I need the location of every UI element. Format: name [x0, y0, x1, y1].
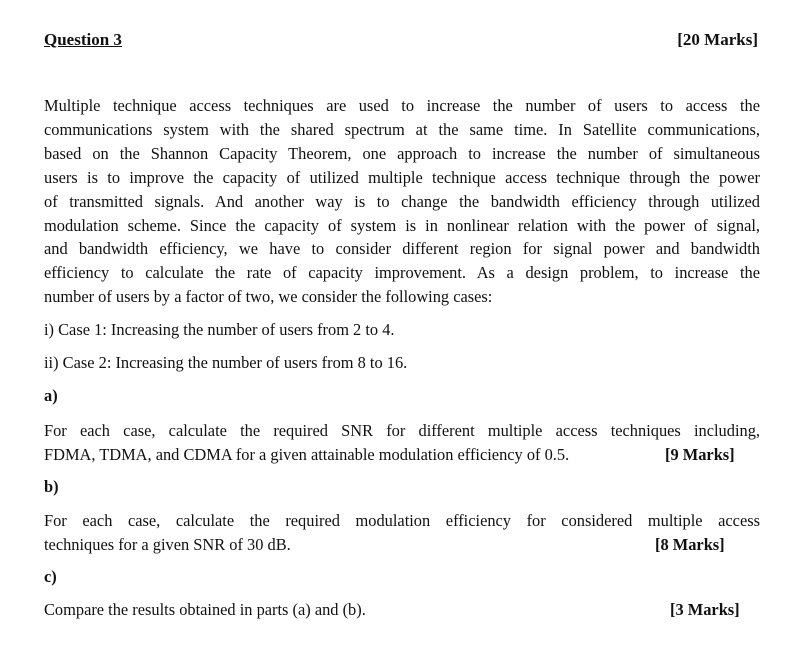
part-b-text	[44, 509, 760, 557]
part-c-label: c)	[44, 567, 57, 586]
intro-paragraph	[44, 94, 760, 309]
part-c-line-row	[44, 598, 760, 622]
part-b-line: For each case, calculate the required modulation efficiency for considered multiple access	[44, 511, 760, 530]
case-1: i) Case 1: Increasing the number of users from 2 to 4.	[44, 320, 395, 339]
part-a-line-row	[44, 443, 760, 467]
part-b-line: techniques for a given SNR of 30 dB.	[44, 535, 291, 554]
intro-line: efficiency to calculate the rate of capacity improvement. As a design problem, to increase the	[44, 263, 760, 283]
part-b-marks: [8 Marks]	[655, 535, 725, 554]
part-a-marks: [9 Marks]	[665, 445, 735, 464]
part-b-label: b)	[44, 477, 59, 496]
intro-line: based on the Shannon Capacity Theorem, one approach to increase the number of simultaneous	[44, 143, 760, 163]
case-2: ii) Case 2: Increasing the number of users from 8 to 16.	[44, 353, 408, 372]
part-c-line: Compare the results obtained in parts (a) and (b).	[44, 600, 366, 619]
part-b-line-row	[44, 533, 760, 557]
part-a-label: a)	[44, 386, 58, 405]
intro-line: communications system with the shared spectrum at the same time. In Satellite communications,	[44, 119, 760, 139]
part-a-line: For each case, calculate the required SNR for different multiple access techniques including,	[44, 421, 760, 440]
intro-line: of transmitted signals. And another way is to change the bandwidth efficiency through utilized	[44, 191, 760, 211]
intro-line: users is to improve the capacity of utilized multiple technique access technique through the power	[44, 167, 760, 187]
question-title: Question 3	[44, 30, 122, 49]
part-a-text	[44, 419, 760, 467]
intro-line: number of users by a factor of two, we consider the following cases:	[44, 287, 493, 307]
part-c-marks: [3 Marks]	[670, 600, 740, 619]
part-a-line: FDMA, TDMA, and CDMA for a given attainable modulation efficiency of 0.5.	[44, 445, 570, 464]
part-c-text	[44, 598, 760, 622]
intro-line: modulation scheme. Since the capacity of system is in nonlinear relation with the power of signal,	[44, 215, 760, 235]
intro-line: Multiple technique access techniques are used to increase the number of users to access the	[44, 96, 760, 115]
intro-line: and bandwidth efficiency, we have to consider different region for signal power and bandwidth	[44, 239, 760, 259]
question-total-marks: [20 Marks]	[677, 30, 758, 49]
